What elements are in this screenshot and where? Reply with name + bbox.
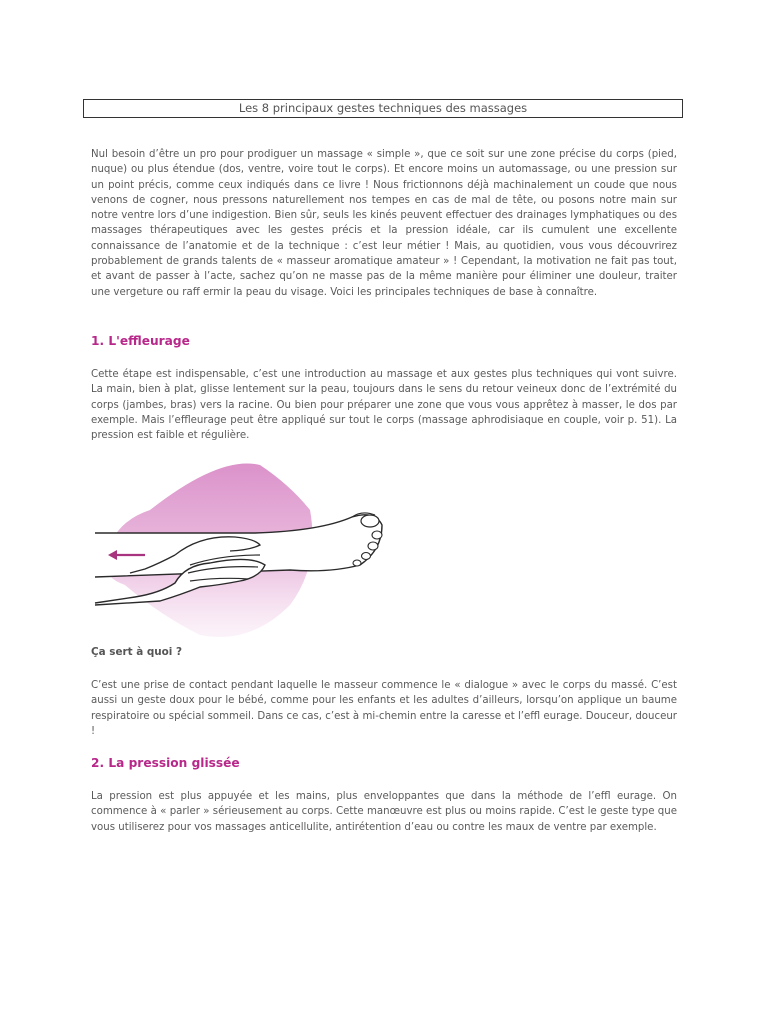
- section1-subheading: Ça sert à quoi ?: [91, 646, 183, 658]
- intro-paragraph: Nul besoin d’être un pro pour prodiguer un massage « simple », que ce soit sur une zone précise du corps (pied, nuque) ou plus étendue (dos, ventre, voire tout le corps). Et encore moins un automassage, ou une pression sur un point précis, comme ceux indiqués dans ce livre ! Nous frictionnons déjà machinalement un coude que nous venons de cogner, nous pressons naturellement nos tempes en cas de mal de tête, ou posons notre main sur notre ventre lors d’une indigestion. Bien sûr, seuls les kinés peuvent effectuer des drainages lymphatiques ou des massages thérapeutiques avec les gestes précis et la pression idéale, car ils cumulent une excellente connaissance de l’anatomie et de la technique : c’est leur métier ! Mais, au quotidien, vous vous découvrirez probablement de grands talents de « masseur aromatique amateur » ! Cependant, la motivation ne fait pas tout, et avant de passer à l’acte, sachez qu’on ne masse pas de la même manière pour éliminer une douleur, traiter une vergeture ou raff ermir la peau du visage. Voici les principales techniques de base à connaître.: [91, 149, 677, 298]
- section1-heading: 1. L'effleurage: [91, 334, 190, 348]
- section1-sub-paragraph: C’est une prise de contact pendant laquelle le masseur commence le « dialogue » avec le corps du massé. C’est aussi un geste doux pour le bébé, comme pour les enfants et les adultes d’ailleurs, lorsqu’on applique un baume respiratoire ou spécial sommeil. Dans ce cas, c’est à mi-chemin entre la caresse et l’effl eurage. Douceur, douceur !: [91, 680, 677, 737]
- effleurage-illustration: [90, 455, 400, 645]
- section2-heading: 2. La pression glissée: [91, 756, 240, 770]
- section1-paragraph: Cette étape est indispensable, c’est une introduction au massage et aux gestes plus techniques qui vont suivre. La main, bien à plat, glisse lentement sur la peau, toujours dans le sens du retour veineux donc de l’extrémité du corps (jambes, bras) vers la racine. Ou bien pour préparer une zone que vous vous apprêtez à masser, le dos par exemple. Mais l’effleurage peut être appliqué sur tout le corps (massage aphrodisiaque en couple, voir p. 51). La pression est faible et régulière.: [91, 369, 677, 442]
- document-title: Les 8 principaux gestes techniques des massages: [83, 99, 683, 118]
- section2-paragraph: La pression est plus appuyée et les mains, plus enveloppantes que dans la méthode de l’effl eurage. On commence à « parler » sérieusement au corps. Cette manœuvre est plus ou moins rapide. C’est le geste type que vous utiliserez pour vos massages anticellulite, antirétention d’eau ou contre les maux de ventre par exemple.: [91, 791, 677, 833]
